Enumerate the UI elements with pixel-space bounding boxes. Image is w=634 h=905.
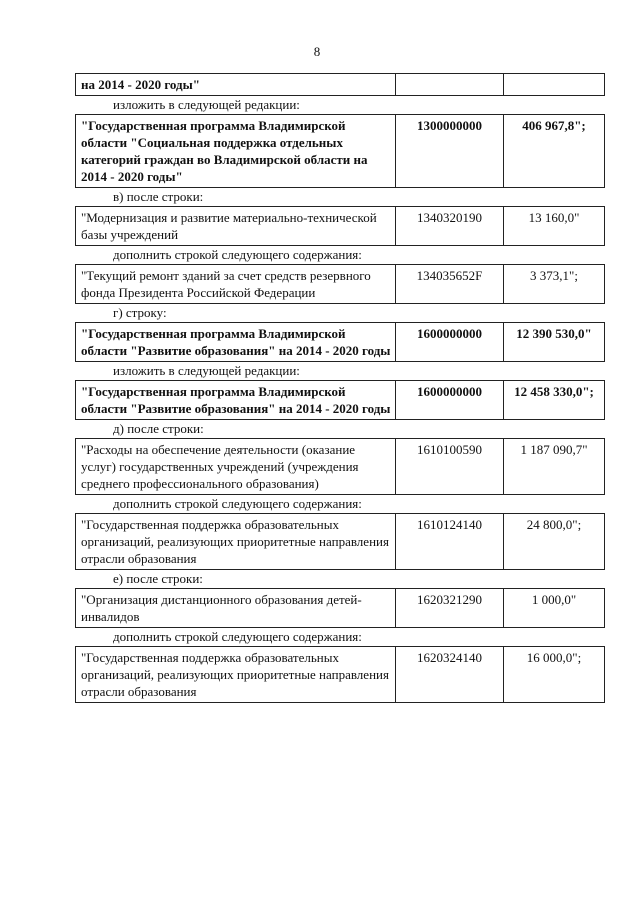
table-row [75, 513, 605, 570]
instruction-line: дополнить строкой следующего содержания: [113, 629, 362, 644]
table-row [75, 646, 605, 703]
instruction-line: е) после строки: [113, 571, 203, 586]
row-name-cell: "Текущий ремонт зданий за счет средств резервного фонда Президента Российской Федерации [76, 265, 396, 303]
table-row [75, 438, 605, 495]
row-code-cell: 1620324140 [396, 647, 504, 702]
row-name-cell: "Организация дистанционного образования детей-инвалидов [76, 589, 396, 627]
row-amount-cell: 1 187 090,7" [520, 442, 588, 457]
instruction-line: изложить в следующей редакции: [113, 363, 300, 378]
row-code-cell: 1610124140 [396, 514, 504, 569]
row-amount-cell: 3 373,1"; [530, 268, 578, 283]
instruction-line: дополнить строкой следующего содержания: [113, 247, 362, 262]
page-number: 8 [313, 44, 321, 59]
row-code-cell: 1610100590 [396, 439, 504, 494]
instruction-line: изложить в следующей редакции: [113, 97, 300, 112]
table-row [75, 380, 605, 420]
row-code-cell: 134035652F [396, 265, 504, 303]
row-amount-cell: 1 000,0" [531, 592, 577, 607]
row-name-cell: "Государственная программа Владимирской области "Социальная поддержка отдельных категорий граждан во Владимирской области на 2014 - 2020 годы" [76, 115, 396, 187]
instruction-line: д) после строки: [113, 421, 204, 436]
row-name-cell: "Расходы на обеспечение деятельности (оказание услуг) государственных учреждений (учреждения среднего профессионального образования) [76, 439, 396, 494]
table-row [75, 206, 605, 246]
row-code-cell: 1600000000 [396, 323, 504, 361]
table-row [75, 114, 605, 188]
row-amount-cell: 16 000,0"; [526, 650, 582, 665]
row-amount-cell: 24 800,0"; [526, 517, 582, 532]
row-code-cell: 1340320190 [396, 207, 504, 245]
table-row [75, 322, 605, 362]
row-name-cell: "Государственная поддержка образовательных организаций, реализующих приоритетные направления отрасли образования [76, 647, 396, 702]
row-amount-cell: 12 458 330,0"; [514, 384, 594, 399]
row-code-cell: 1300000000 [396, 115, 504, 187]
instruction-line: в) после строки: [113, 189, 204, 204]
instruction-line: г) строку: [113, 305, 167, 320]
row-amount-cell: 12 390 530,0" [516, 326, 592, 341]
row-amount-cell [504, 74, 604, 95]
row-code-cell [396, 74, 504, 95]
row-code-cell: 1600000000 [396, 381, 504, 419]
table-row [75, 264, 605, 304]
row-name-cell: "Государственная программа Владимирской области "Развитие образования" на 2014 - 2020 годы [76, 323, 396, 361]
row-name-cell: "Государственная программа Владимирской области "Развитие образования" на 2014 - 2020 годы [76, 381, 396, 419]
row-name-cell: на 2014 - 2020 годы" [76, 74, 396, 95]
table-row [75, 73, 605, 96]
table-row [75, 588, 605, 628]
amendments-table [75, 73, 605, 703]
row-code-cell: 1620321290 [396, 589, 504, 627]
row-amount-cell: 13 160,0" [528, 210, 580, 225]
row-amount-cell: 406 967,8"; [522, 118, 586, 133]
instruction-line: дополнить строкой следующего содержания: [113, 496, 362, 511]
row-name-cell: "Государственная поддержка образовательных организаций, реализующих приоритетные направления отрасли образования [76, 514, 396, 569]
row-name-cell: "Модернизация и развитие материально-технической базы учреждений [76, 207, 396, 245]
